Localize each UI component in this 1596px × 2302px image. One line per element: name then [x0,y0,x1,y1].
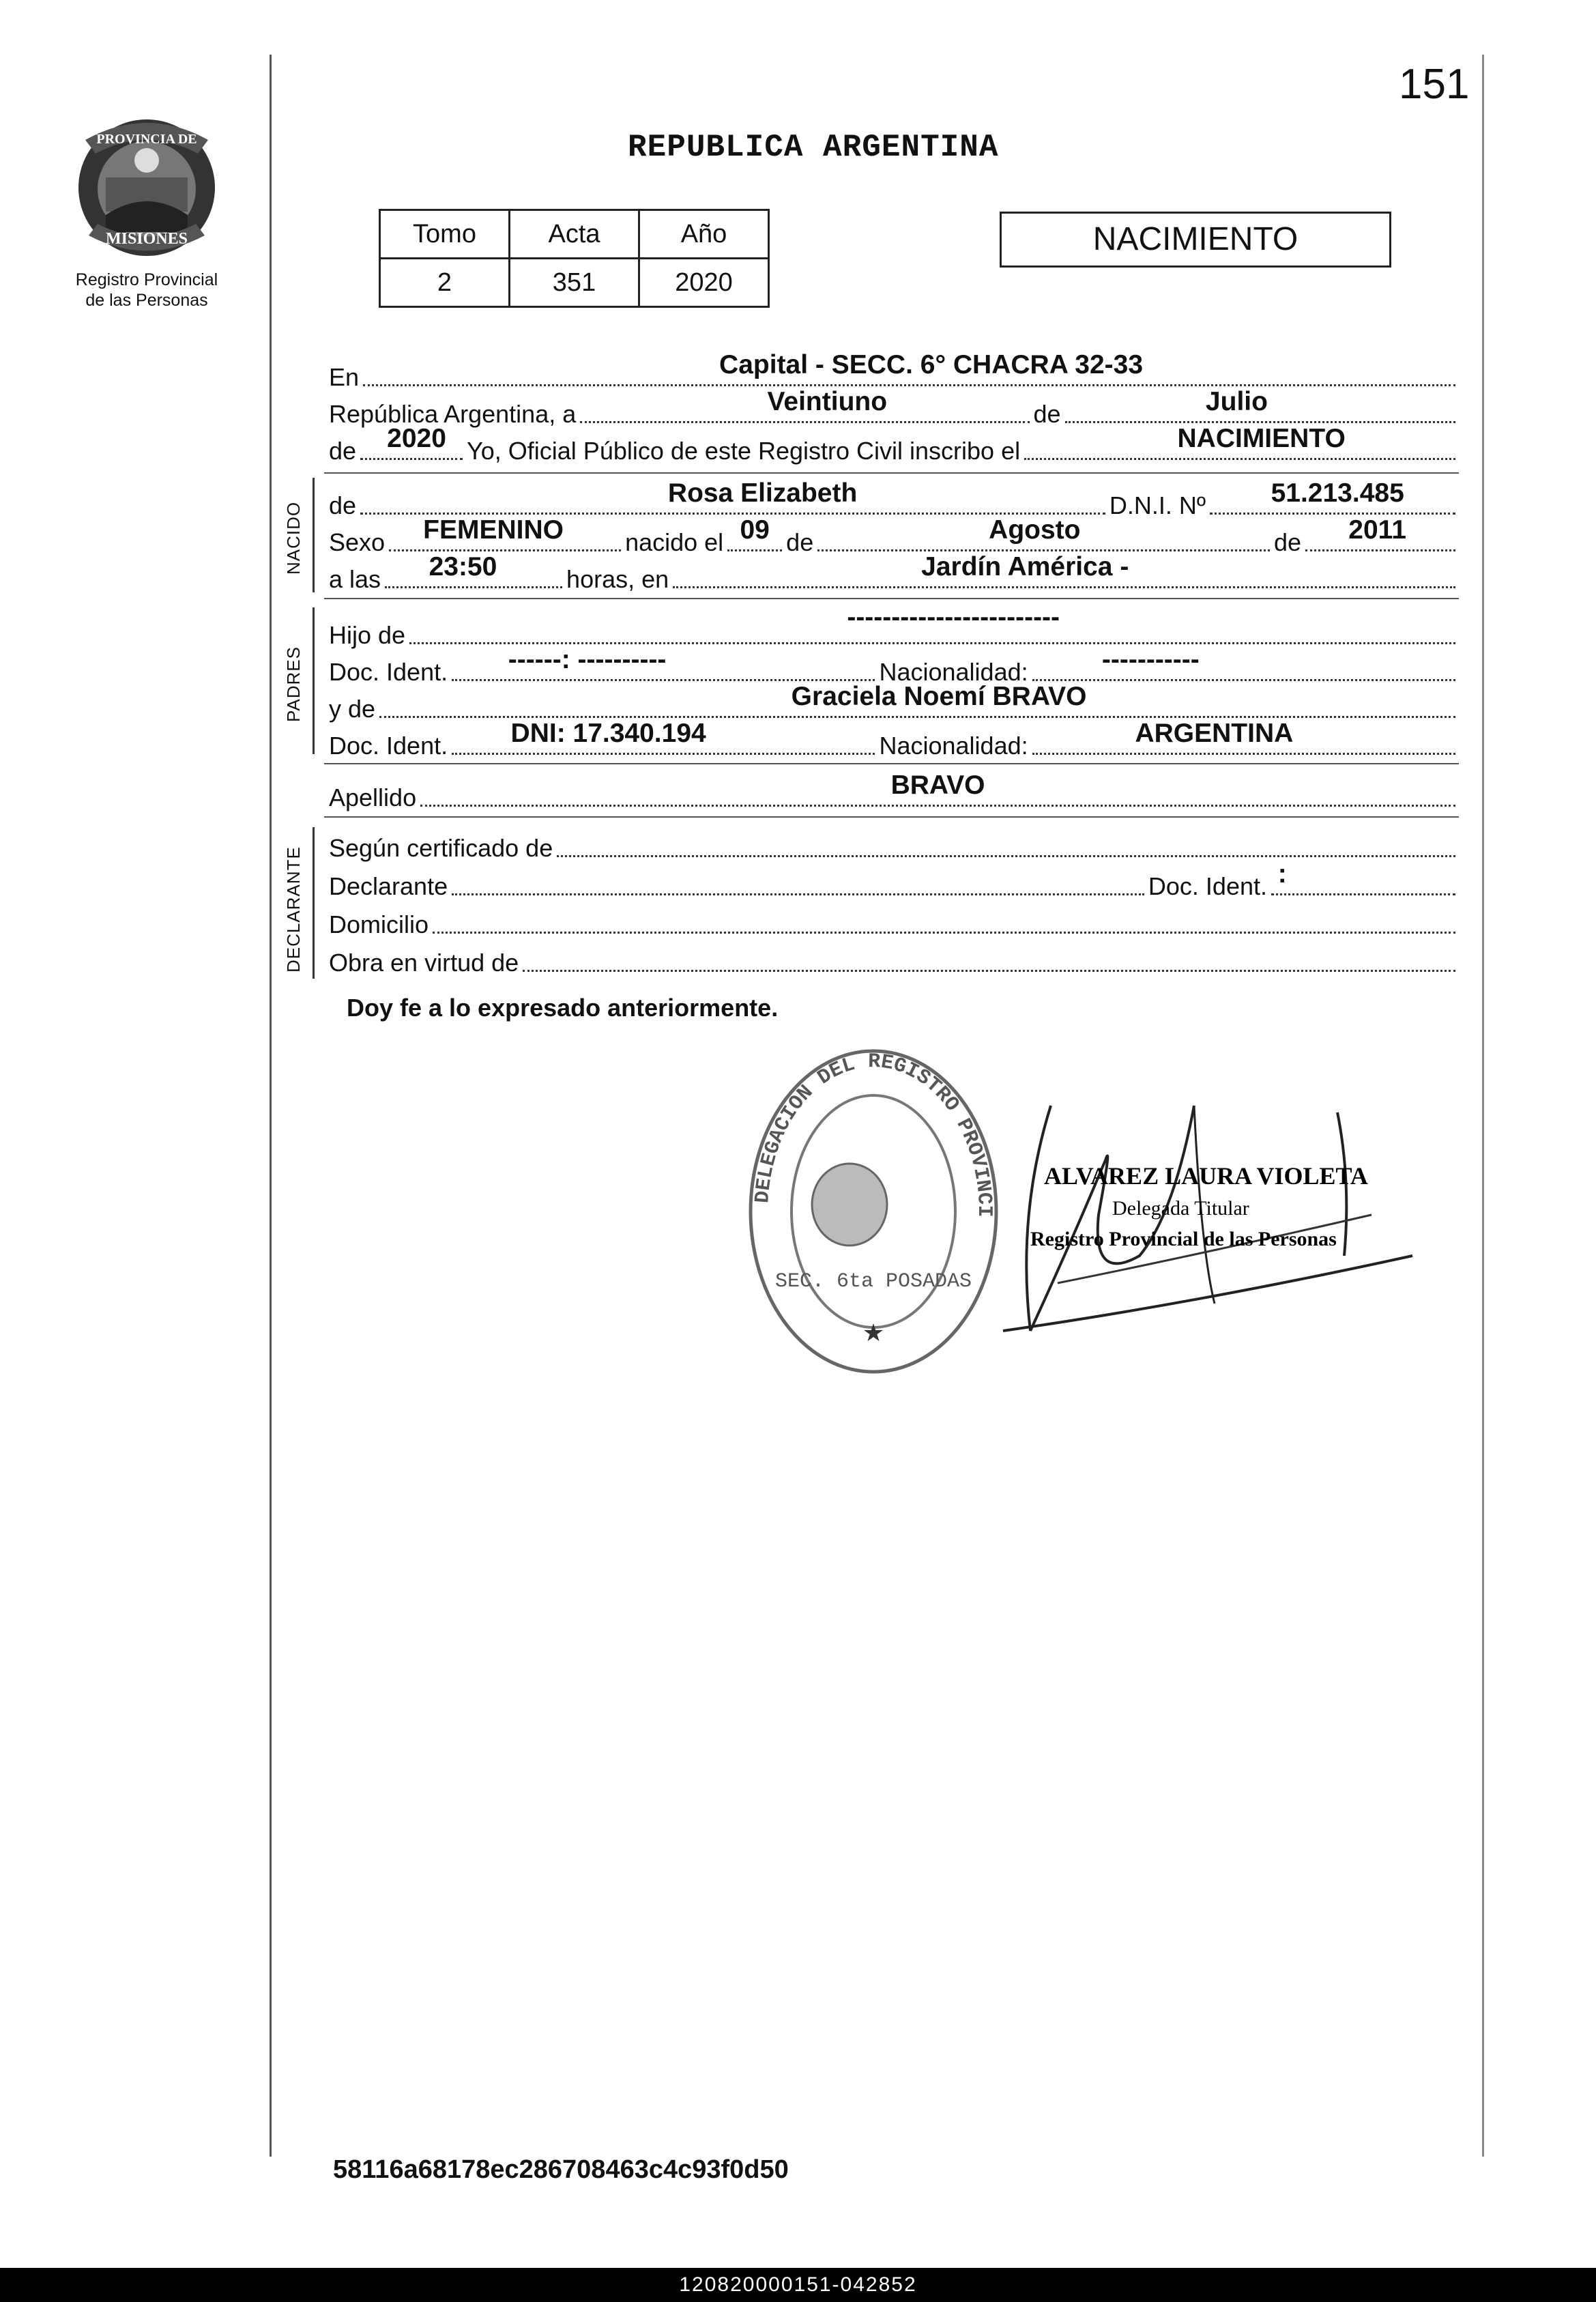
surname-value: BRAVO [890,771,985,800]
tomo-value: 2 [380,259,510,307]
place-value: Capital - SECC. 6° CHACRA 32-33 [719,350,1144,379]
svg-text:★: ★ [862,1319,885,1347]
row-y-de: y de Graciela Noemí BRAVO [329,693,1460,723]
right-margin-line [1482,55,1484,2157]
page-number: 151 [1399,61,1470,108]
row-a-las: a las 23:50 horas, en Jardín América - [329,564,1460,594]
document-hash: 58116a68178ec286708463c4c93f0d50 [333,2155,789,2184]
child-name-value: Rosa Elizabeth [667,478,858,508]
row-father-doc: Doc. Ident. ------: ---------- Nacionalidad: ----------- [329,657,1460,687]
day-value: Veintiuno [767,387,888,416]
record-table [379,209,770,308]
act-value: NACIMIENTO [1177,424,1346,453]
declarante-doc-value: : [1277,859,1287,889]
row-domicilio: Domicilio [329,909,1460,939]
row-obra: Obra en virtud de [329,947,1460,977]
province-emblem [72,113,222,263]
registry-name: Registro Provincial de las Personas [75,270,218,310]
father-value: ------------------------ [847,603,1060,632]
row-nacido-name: de Rosa Elizabeth D.N.I. Nº 51.213.485 [329,490,1460,520]
document-title: REPUBLICA ARGENTINA [628,130,999,165]
svg-text:DELEGACION DEL REGISTRO PROVIN: DELEGACION DEL REGISTRO PROVINCI [751,1050,996,1218]
footer-code: 120820000151-042852 [0,2268,1596,2302]
birth-month-value: Agosto [989,515,1081,545]
row-hijo-de: Hijo de ------------------------ [329,620,1460,650]
declaration-text: Doy fe a lo expresado anteriormente. [347,994,779,1022]
row-certificado: Según certificado de [329,833,1460,863]
birth-time-value: 23:50 [429,552,497,581]
row-de-year: de 2020 Yo, Oficial Público de este Registro Civil inscribo el NACIMIENTO [329,435,1460,465]
anio-label: Año [639,210,769,259]
record-type-box: NACIMIENTO [1000,212,1391,268]
signatory-org: Registro Provincial de las Personas [1030,1228,1337,1250]
official-stamp [740,1041,1006,1382]
row-apellido: Apellido BRAVO [329,782,1460,812]
year-value: 2020 [387,424,446,453]
row-republica: República Argentina, a Veintiuno de Julio [329,399,1460,429]
signatory-name: ALVAREZ LAURA VIOLETA [1044,1162,1368,1190]
mother-doc-value: DNI: 17.340.194 [510,719,706,748]
acta-value: 351 [510,259,639,307]
row-declarante: Declarante Doc. Ident. : [329,871,1460,901]
row-mother-doc: Doc. Ident. DNI: 17.340.194 Nacionalidad: ARGENTINA [329,730,1460,760]
child-dni-value: 51.213.485 [1271,478,1404,508]
svg-text:SEC. 6ta POSADAS: SEC. 6ta POSADAS [774,1270,972,1293]
svg-text:MISIONES: MISIONES [105,230,188,248]
acta-label: Acta [510,210,639,259]
father-nationality-value: ----------- [1101,645,1200,674]
section-label-declarante: DECLARANTE [283,846,304,973]
signature [989,1078,1426,1351]
birth-place-value: Jardín América - [921,552,1129,581]
svg-text:PROVINCIA DE: PROVINCIA DE [96,132,197,147]
signatory-title: Delegada Titular [1112,1197,1249,1220]
left-margin-line [270,55,272,2157]
mother-nationality-value: ARGENTINA [1135,719,1294,748]
section-label-padres: PADRES [283,646,304,722]
sex-value: FEMENINO [423,515,564,545]
row-en: En Capital - SECC. 6° CHACRA 32-33 [329,362,1460,392]
month-value: Julio [1205,387,1268,416]
father-doc-value: ------: ---------- [508,645,667,674]
mother-value: Graciela Noemí BRAVO [791,682,1087,711]
anio-value: 2020 [639,259,769,307]
row-sexo: Sexo FEMENINO nacido el 09 de Agosto de 2011 [329,527,1460,557]
section-label-nacido: NACIDO [283,501,304,575]
birth-year-value: 2011 [1348,515,1406,545]
birth-day-value: 09 [740,515,770,545]
tomo-label: Tomo [380,210,510,259]
